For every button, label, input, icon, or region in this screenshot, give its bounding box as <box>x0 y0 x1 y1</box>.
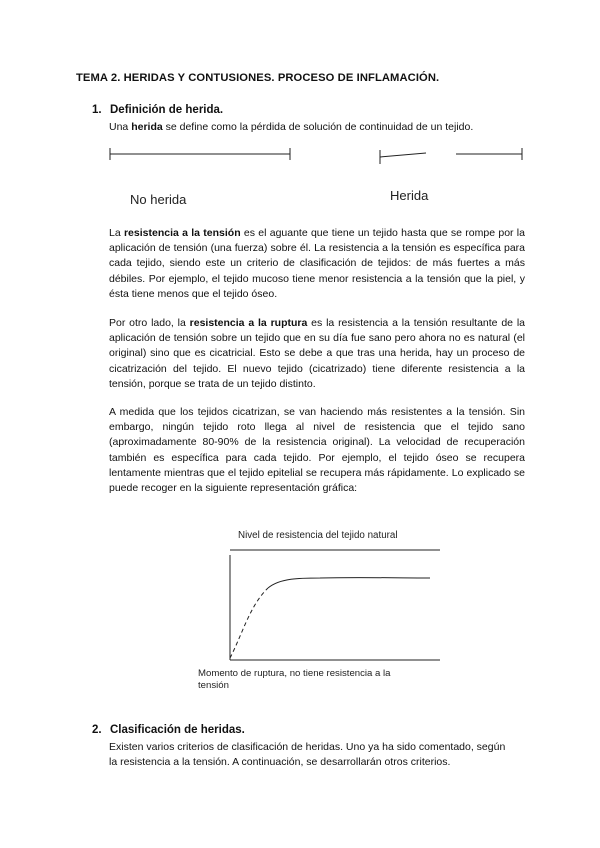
intro-text-pre: Una <box>109 121 132 133</box>
p2-bold: resistencia a la ruptura <box>189 317 308 329</box>
p1-pre: La <box>109 227 124 239</box>
section-2-line-2: la resistencia a la tensión. A continuación, se desarrollarán otros criterios. <box>109 756 451 768</box>
graph-top-label: Nivel de resistencia del tejido natural <box>238 530 398 541</box>
graph-svg <box>190 520 450 670</box>
section-1-title: Definición de herida. <box>110 104 224 116</box>
section-1-intro <box>109 120 473 134</box>
recovery-curve-solid <box>268 578 430 588</box>
paragraph-cicatrizacion: A medida que los tejidos cicatrizan, se van haciendo más resistentes a la tensión. Sin embargo, ningún tejido roto llega al nivel de resistencia que el tejido sano (aproximadamente 80-90% de la resistencia original). La velocidad de recuperación también es específica para cada tejido. Por ejemplo, el tejido óseo se recupera lentamente mientras que el tejido epitelial se recupera más rápidamente. Lo explicado se puede recoger en la siguiente representación gráfica: <box>109 406 525 495</box>
paragraph-resistencia-tension <box>109 226 525 302</box>
intro-text-post: se define como la pérdida de solución de continuidad de un tejido. <box>162 121 474 133</box>
wound-left-segment <box>380 153 426 157</box>
section-2-line-1: Existen varios criterios de clasificación de heridas. Uno ya ha sido comentado, según <box>109 741 506 753</box>
page-title: TEMA 2. HERIDAS Y CONTUSIONES. PROCESO DE INFLAMACIÓN. <box>76 72 440 84</box>
p1-bold: resistencia a la tensión <box>123 227 241 239</box>
paragraph-resistencia-ruptura <box>109 316 525 392</box>
section-2-number: 2. <box>92 724 102 736</box>
section-1-heading <box>92 104 223 116</box>
section-2-title: Clasificación de heridas. <box>110 724 245 736</box>
section-1-number: 1. <box>92 104 102 116</box>
wound-diagram <box>100 140 540 220</box>
label-no-herida: No herida <box>130 192 187 207</box>
label-herida: Herida <box>390 188 429 203</box>
p1-post: es el aguante que tiene un tejido hasta que se rompe por la aplicación de tensión (una fuerza) sobre él. La resistencia a la tensión es específica para cada tejido, siendo este un criterio de clasificación de tejidos: de más fuertes a más débiles. Por ejemplo, el tejido mucoso tiene menor resistencia a la tensión que la piel, y ésta tiene menos que el tejido óseo. <box>109 227 525 300</box>
graph-bottom-label-line2: tensión <box>198 680 229 691</box>
p2-post: es la resistencia a la tensión resultante de la aplicación de tensión sobre un tejido que en su día fue sano pero ahora no es natural (el original) sino que es cicatricial. Esto se debe a que tras una herida, hay un proceso de cicatrización del tejido. El nuevo tejido (cicatrizado) tiene diferente resistencia a la tensión, porque se trata de un tejido distinto. <box>109 317 526 390</box>
intro-text-bold: herida <box>131 121 163 133</box>
section-2-heading <box>92 724 245 736</box>
p2-pre: Por otro lado, la <box>109 317 190 329</box>
graph-bottom-label-line1: Momento de ruptura, no tiene resistencia a la <box>198 668 391 679</box>
wound-lines-svg <box>100 140 540 180</box>
recovery-curve-dashed <box>230 588 268 658</box>
